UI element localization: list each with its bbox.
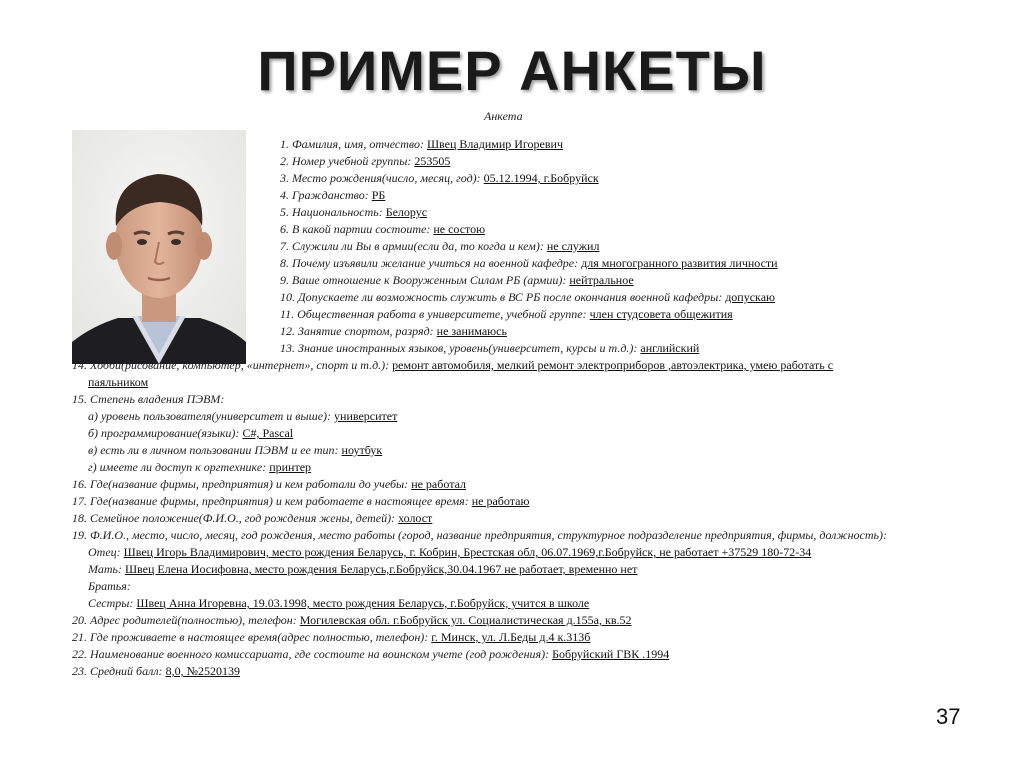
- item-answer: паяльником: [88, 375, 149, 389]
- questionnaire-item: [88, 544, 811, 561]
- questionnaire-item: [88, 374, 148, 391]
- item-answer: 253505: [414, 154, 451, 168]
- questionnaire-item: [72, 391, 224, 408]
- questionnaire-item: [280, 187, 385, 204]
- item-answer: C#, Pascal: [242, 426, 294, 440]
- item-question: Братья:: [88, 579, 131, 593]
- item-answer: принтер: [269, 460, 312, 474]
- item-question: 12. Занятие спортом, разряд:: [280, 324, 437, 338]
- item-question: б) программирование(языки):: [88, 426, 243, 440]
- item-question: 15. Степень владения ПЭВМ:: [72, 392, 225, 406]
- questionnaire-item: [72, 612, 632, 629]
- item-answer: для многогранного развития личности: [581, 256, 778, 270]
- item-answer: г. Минск, ул. Л.Беды д.4 к.313б: [431, 630, 591, 644]
- item-answer: 05.12.1994, г.Бобруйск: [483, 171, 599, 185]
- questionnaire-item: [280, 153, 450, 170]
- item-question: 17. Где(название фирмы, предприятия) и кем работаете в настоящее время:: [72, 494, 472, 508]
- questionnaire-item: [280, 323, 507, 340]
- applicant-photo: [72, 130, 246, 364]
- item-answer: ремонт автомобиля, мелкий ремонт электроприборов ,автоэлектрика, умею работать с: [392, 358, 834, 372]
- questionnaire-item: [280, 272, 634, 289]
- item-question: Отец:: [88, 545, 124, 559]
- document-heading: Анкета: [484, 109, 523, 123]
- item-question: 1. Фамилия, имя, отчество:: [280, 137, 427, 151]
- item-question: 7. Служили ли Вы в армии(если да, то когда и кем):: [280, 239, 547, 253]
- questionnaire-item: [280, 255, 778, 272]
- item-answer: нейтральное: [569, 273, 634, 287]
- questionnaire-item: [72, 629, 590, 646]
- item-question: 8. Почему изъявили желание учиться на военной кафедре:: [280, 256, 582, 270]
- item-answer: Белорус: [385, 205, 428, 219]
- questionnaire-item: [88, 578, 131, 595]
- questionnaire-item: [280, 238, 599, 255]
- item-question: 9. Ваше отношение к Вооруженным Силам РБ (армии):: [280, 273, 570, 287]
- questionnaire-item: [72, 527, 887, 544]
- item-question: 21. Где проживаете в настоящее время(адрес полностью, телефон):: [72, 630, 432, 644]
- item-answer: Швец Владимир Игоревич: [426, 137, 564, 151]
- item-question: 11. Общественная работа в университете, учебной группе:: [280, 307, 590, 321]
- item-question: 16. Где(название фирмы, предприятия) и кем работали до учебы:: [72, 477, 412, 491]
- questionnaire-item: [88, 425, 293, 442]
- item-question: 18. Семейное положение(Ф.И.О., год рождения жены, детей):: [72, 511, 399, 525]
- questionnaire-item: [72, 357, 833, 374]
- questionnaire-item: [72, 646, 669, 663]
- questionnaire-item: [72, 510, 432, 527]
- item-question: Мать:: [88, 562, 125, 576]
- questionnaire-item: [280, 340, 699, 357]
- item-question: 4. Гражданство:: [280, 188, 372, 202]
- item-answer: не служил: [546, 239, 600, 253]
- item-answer: 8,0, №2520139: [165, 664, 241, 678]
- item-answer: не занимаюсь: [436, 324, 507, 338]
- portrait-image: [72, 130, 246, 364]
- item-answer: не работал: [411, 477, 467, 491]
- item-question: 20. Адрес родителей(полностью), телефон:: [72, 613, 300, 627]
- item-question: 10. Допускаете ли возможность служить в ВС РБ после окончания военной кафедры:: [280, 290, 726, 304]
- questionnaire-item: [88, 408, 397, 425]
- item-answer: Швец Игорь Владимирович, место рождения Беларусь, г. Кобрин, Брестская обл, 06.07.1969,г.Бобруйск, не работает +37529 180-72-34: [123, 545, 812, 559]
- item-question: 5. Национальность:: [280, 205, 386, 219]
- questionnaire-item: [88, 561, 637, 578]
- item-answer: Бобруйский ГВК .1994: [552, 647, 670, 661]
- questionnaire-item: [280, 306, 733, 323]
- item-question: Сестры:: [88, 596, 137, 610]
- item-question: 19. Ф.И.О., место, число, месяц, год рождения, место работы (город, название предприятия, структурное подразделение предприятия, фирмы, должность):: [72, 528, 887, 542]
- item-answer: не состою: [433, 222, 486, 236]
- item-answer: Могилевская обл. г.Бобруйск ул. Социалистическая д.155а, кв.52: [299, 613, 632, 627]
- item-question: 13. Знание иностранных языков, уровень(университет, курсы и т.д.):: [280, 341, 641, 355]
- item-question: 6. В какой партии состоите:: [280, 222, 434, 236]
- questionnaire-item: [88, 459, 311, 476]
- questionnaire-item: [280, 289, 775, 306]
- item-question: а) уровень пользователя(университет и выше):: [88, 409, 335, 423]
- questionnaire-item: [72, 476, 466, 493]
- item-question: 23. Средний балл:: [72, 664, 166, 678]
- item-question: в) есть ли в личном пользовании ПЭВМ и ее тип:: [88, 443, 342, 457]
- item-answer: член студсовета общежития: [589, 307, 733, 321]
- item-question: 3. Место рождения(число, месяц, год):: [280, 171, 484, 185]
- item-answer: Швец Елена Иосифовна, место рождения Беларусь,г.Бобруйск,30.04.1967 не работает, временно нет: [124, 562, 638, 576]
- questionnaire-item: [280, 170, 599, 187]
- item-answer: Швец Анна Игоревна, 19.03.1998, место рождения Беларусь, г.Бобруйск, учится в школе: [136, 596, 590, 610]
- item-answer: допускаю: [725, 290, 775, 304]
- item-question: 22. Наименование военного комиссариата, где состоите на воинском учете (год рождения):: [72, 647, 553, 661]
- item-answer: ноутбук: [341, 443, 383, 457]
- item-answer: не работаю: [471, 494, 530, 508]
- questionnaire-item: [280, 204, 427, 221]
- item-answer: холост: [398, 511, 433, 525]
- questionnaire-item: [88, 595, 589, 612]
- item-question: 2. Номер учебной группы:: [280, 154, 415, 168]
- item-question: 14. Хобби(рисование, компьютер, «интернет», спорт и т.д.):: [72, 358, 393, 372]
- questionnaire-item: [280, 221, 485, 238]
- item-answer: английский: [640, 341, 700, 355]
- slide-title: ПРИМЕР АНКЕТЫ: [257, 39, 767, 102]
- questionnaire-item: [72, 493, 529, 510]
- item-answer: РБ: [371, 188, 386, 202]
- page-number: 37: [936, 704, 961, 729]
- item-question: г) имеете ли доступ к оргтехнике:: [88, 460, 270, 474]
- item-answer: университет: [334, 409, 398, 423]
- questionnaire-item: [280, 136, 563, 153]
- questionnaire-item: [72, 663, 240, 680]
- questionnaire-item: [88, 442, 382, 459]
